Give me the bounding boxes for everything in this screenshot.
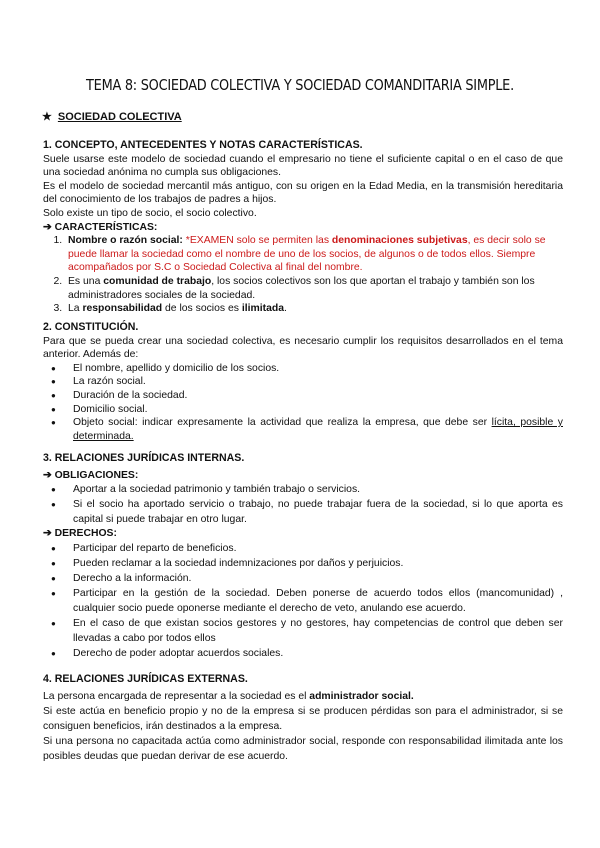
section-4-heading: 4. RELACIONES JURÍDICAS EXTERNAS. bbox=[43, 673, 248, 685]
characteristics-list bbox=[43, 234, 563, 316]
main-heading-text: SOCIEDAD COLECTIVA bbox=[57, 111, 182, 123]
item-text: La bbox=[68, 303, 83, 315]
list-item: ● Derecho a la información. bbox=[65, 571, 563, 586]
page-title: TEMA 8: SOCIEDAD COLECTIVA Y SOCIEDAD COMANDITARIA SIMPLE. bbox=[86, 76, 514, 94]
list-item bbox=[65, 416, 563, 443]
list-item: ● Si el socio ha aportado servicio o trabajo, no puede trabajar fuera de la sociedad, si lo que aporta es capital si puede trabajar en otro lugar. bbox=[65, 497, 563, 527]
list-item: ● El nombre, apellido y domicilio de los socios. bbox=[65, 362, 563, 376]
item-red-text: , es decir solo se puede llamar la sociedad como el nombre de uno de los socios, de algunos o de todos ellos. Siempre acompañados por S.C o Sociedad Colectiva al final del nombre. bbox=[68, 235, 546, 274]
item-bold: comunidad de trabajo bbox=[103, 275, 212, 287]
section-1 bbox=[43, 139, 563, 316]
list-item: ● Duración de la sociedad. bbox=[65, 389, 563, 403]
section-4 bbox=[43, 673, 563, 764]
item-red-text: *EXAMEN solo se permiten las bbox=[182, 235, 332, 247]
item-text: , los socios colectivos son los que aportan el trabajo y también son los administradores sociales de la sociedad. bbox=[68, 275, 535, 301]
item-underlined: lícita, posible y determinada. bbox=[73, 417, 563, 442]
section-2-paragraph: Para que se pueda crear una sociedad colectiva, es necesario cumplir los requisitos desarrollados en el tema anterior. Además de: bbox=[43, 335, 563, 361]
list-item: ● La razón social. bbox=[65, 375, 563, 389]
rights-list bbox=[43, 541, 563, 661]
list-item: ● Aportar a la sociedad patrimonio y también trabajo o servicios. bbox=[65, 482, 563, 497]
item-text: . bbox=[284, 303, 287, 315]
item-text: de los socios es bbox=[162, 303, 242, 315]
list-item bbox=[65, 275, 563, 302]
paragraph-bold: administrador social. bbox=[309, 690, 414, 702]
main-heading bbox=[42, 111, 182, 125]
list-item: ● En el caso de que existan socios gestores y no gestores, hay competencias de control que deben ser llevadas a cabo por todos ellos bbox=[65, 616, 563, 646]
section-2 bbox=[43, 321, 563, 443]
section-3-heading: 3. RELACIONES JURÍDICAS INTERNAS. bbox=[43, 452, 245, 464]
section-1-paragraph-1: Suele usarse este modelo de sociedad cuando el empresario no tiene el suficiente capital o en el caso de que una sociedad anónima no cumpla sus obligaciones. bbox=[43, 153, 563, 179]
constitution-list bbox=[43, 362, 563, 444]
section-4-paragraph-1 bbox=[43, 689, 563, 704]
list-item bbox=[65, 234, 563, 275]
section-4-paragraph-3: Si una persona no capacitada actúa como administrador social, responde con responsabilidad ilimitada ante los posibles deudas que puedan derivar de ese acuerdo. bbox=[43, 735, 563, 762]
item-text: Es una bbox=[68, 275, 104, 287]
section-3 bbox=[43, 452, 563, 661]
list-item: ● Domicilio social. bbox=[65, 403, 563, 417]
item-red-bold: denominaciones subjetivas bbox=[331, 235, 468, 247]
section-4-paragraph-2: Si este actúa en beneficio propio y no de la empresa si se producen pérdidas son para el administrador, si se consiguen beneficios, irán destinados a la empresa. bbox=[43, 705, 563, 732]
item-text: Objeto social: indicar expresamente la actividad que realiza la empresa, que debe ser bbox=[73, 417, 492, 429]
list-item bbox=[65, 302, 563, 316]
item-bold: Nombre o razón social: bbox=[68, 235, 183, 247]
item-bold: ilimitada bbox=[241, 303, 284, 315]
rights-subheading: ➔ DERECHOS: bbox=[43, 528, 117, 540]
list-item: ● Pueden reclamar a la sociedad indemnizaciones por daños y perjuicios. bbox=[65, 556, 563, 571]
section-1-paragraph-3: Solo existe un tipo de socio, el socio colectivo. bbox=[43, 207, 257, 219]
characteristics-subheading: ➔ CARACTERÍSTICAS: bbox=[43, 221, 158, 233]
list-item: ● Participar del reparto de beneficios. bbox=[65, 541, 563, 556]
obligations-subheading: ➔ OBLIGACIONES: bbox=[43, 469, 139, 481]
section-2-heading: 2. CONSTITUCIÓN. bbox=[43, 321, 139, 333]
item-bold: responsabilidad bbox=[82, 303, 163, 315]
star-icon: ★ bbox=[42, 111, 52, 123]
obligations-list bbox=[43, 482, 563, 527]
paragraph-text: La persona encargada de representar a la sociedad es el bbox=[43, 690, 310, 702]
section-1-heading: 1. CONCEPTO, ANTECEDENTES Y NOTAS CARACTERÍSTICAS. bbox=[43, 139, 363, 151]
section-1-paragraph-2: Es el modelo de sociedad mercantil más antiguo, con su origen en la Edad Media, en la transmisión hereditaria del conocimiento de los trabajos de padres a hijos. bbox=[43, 180, 563, 206]
list-item: ● Participar en la gestión de la sociedad. Deben ponerse de acuerdo todos ellos (mancomunidad) , cualquier socio puede oponerse mediante el derecho de veto, anulando ese acuerdo. bbox=[65, 586, 563, 616]
list-item: ● Derecho de poder adoptar acuerdos sociales. bbox=[65, 646, 563, 661]
